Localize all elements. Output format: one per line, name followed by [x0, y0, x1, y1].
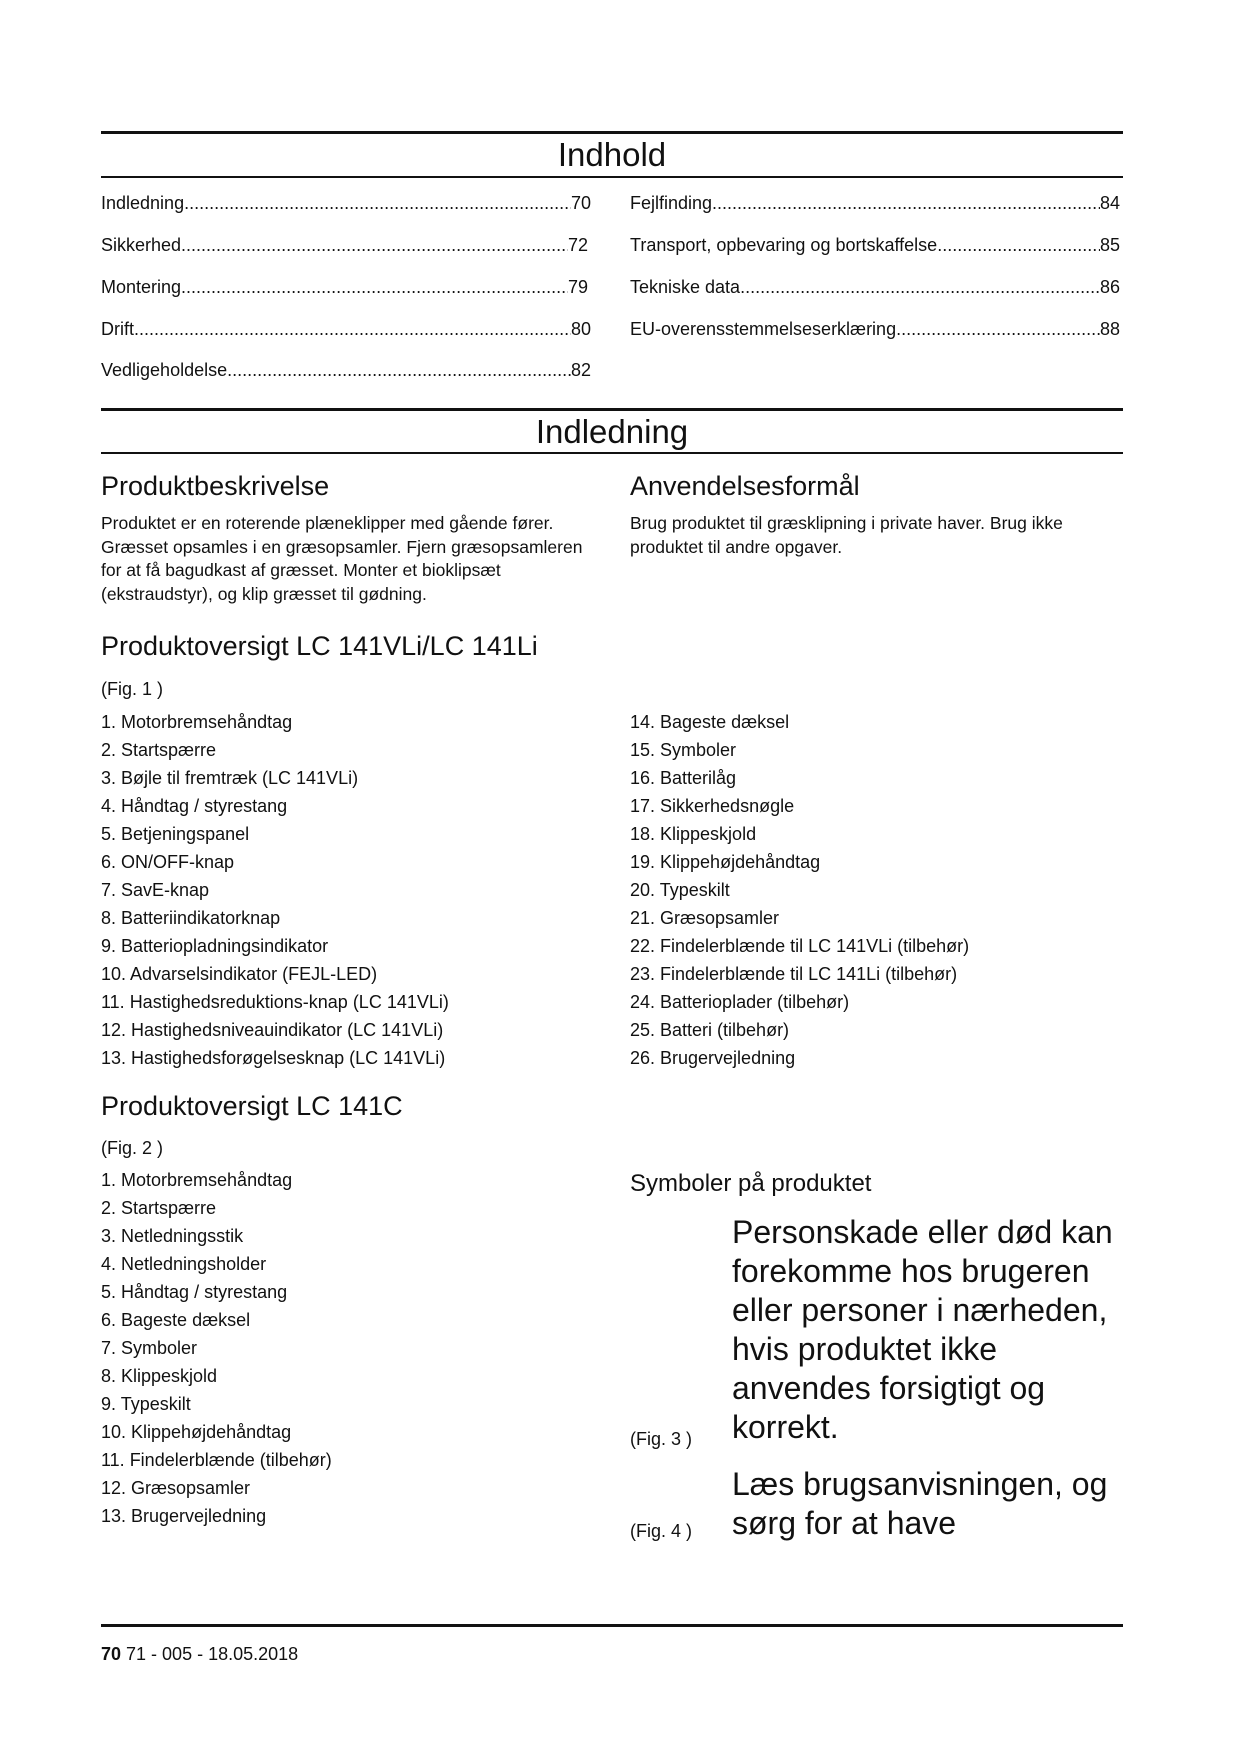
list-item: 8. Batteriindikatorknap [101, 908, 281, 928]
list-item: 16. Batterilåg [630, 768, 737, 788]
list-item: 10. Advarselsindikator (FEJL-LED) [101, 964, 378, 984]
list-item: 2. Startspærre [101, 740, 217, 760]
list-item: 9. Typeskilt [101, 1394, 191, 1414]
symbol-manual-text: Læs brugsanvisningen, og sørg for at have [732, 1466, 1108, 1541]
fig3-ref: (Fig. 3 ) [630, 1429, 693, 1449]
list-item: 19. Klippehøjdehåndtag [630, 852, 821, 872]
toc-entry-page: 72 [567, 235, 588, 255]
list-item: 6. ON/OFF-knap [101, 852, 235, 872]
toc-bottom-rule [101, 176, 1123, 178]
product-description-heading: Produktbeskrivelse [101, 471, 330, 501]
toc-entry-page: 82 [570, 360, 591, 380]
list-item: 3. Bøjle til fremtræk (LC 141VLi) [101, 768, 359, 788]
list-item: 26. Brugervejledning [630, 1048, 796, 1068]
list-item: 22. Findelerblænde til LC 141VLi (tilbehør) [630, 936, 970, 956]
list-item: 1. Motorbremsehåndtag [101, 1170, 293, 1190]
overview-li-heading: Produktoversigt LC 141VLi/LC 141Li [101, 631, 538, 661]
toc-entry-fejlfinding[interactable] [630, 192, 1120, 214]
toc-entry-eu-erklaering[interactable] [630, 318, 1120, 340]
list-item: 5. Betjeningspanel [101, 824, 250, 844]
toc-entry-drift[interactable] [101, 318, 591, 340]
toc-entry-page: 85 [1099, 235, 1120, 255]
list-item: 12. Græsopsamler [101, 1478, 251, 1498]
list-item: 11. Hastighedsreduktions-knap (LC 141VLi) [101, 992, 449, 1012]
toc-entry-indledning[interactable] [101, 192, 591, 214]
toc-entry-label: Montering [101, 277, 182, 297]
list-item: 5. Håndtag / styrestang [101, 1282, 288, 1302]
toc-entry-page: 88 [1099, 319, 1120, 339]
toc-entry-page: 80 [570, 319, 591, 339]
list-item: 7. SavE-knap [101, 880, 210, 900]
list-item: 18. Klippeskjold [630, 824, 757, 844]
toc-entry-label: Drift [101, 319, 134, 339]
list-item: 15. Symboler [630, 740, 737, 760]
toc-entry-sikkerhed[interactable] [101, 234, 588, 256]
toc-entry-tekniske-data[interactable] [630, 276, 1120, 298]
toc-entry-page: 86 [1099, 277, 1120, 297]
list-item: 2. Startspærre [101, 1198, 217, 1218]
list-item: 21. Græsopsamler [630, 908, 780, 928]
list-item: 11. Findelerblænde (tilbehør) [101, 1450, 332, 1470]
overview-c-fig-ref: (Fig. 2 ) [101, 1138, 164, 1158]
list-item: 14. Bageste dæksel [630, 712, 790, 732]
footer-rule [101, 1624, 1123, 1627]
symbol-warning-text: Personskade eller død kan forekomme hos brugeren eller personer i nærheden, hvis produktet ikke anvendes forsigtigt og korrekt. [732, 1214, 1113, 1445]
toc-title: Indhold [557, 136, 667, 173]
intended-use-heading: Anvendelsesformål [630, 471, 860, 501]
list-item: 12. Hastighedsniveauindikator (LC 141VLi) [101, 1020, 444, 1040]
toc-entry-label: Fejlfinding [630, 193, 713, 213]
overview-c-heading: Produktoversigt LC 141C [101, 1091, 403, 1121]
list-item: 1. Motorbremsehåndtag [101, 712, 293, 732]
list-item: 10. Klippehøjdehåndtag [101, 1422, 292, 1442]
list-item: 9. Batteriopladningsindikator [101, 936, 329, 956]
list-item: 20. Typeskilt [630, 880, 730, 900]
overview-c-list [101, 1169, 332, 1533]
symbols-heading: Symboler på produktet [630, 1170, 872, 1197]
overview-li-list-left [101, 711, 449, 1075]
toc-entry-page: 70 [570, 193, 591, 213]
list-item: 4. Netledningsholder [101, 1254, 267, 1274]
list-item: 13. Brugervejledning [101, 1506, 267, 1526]
fig4-ref: (Fig. 4 ) [630, 1521, 693, 1541]
intro-top-rule [101, 408, 1123, 411]
doc-info: 71 - 005 - 18.05.2018 [121, 1644, 299, 1664]
overview-li-list-right [630, 711, 969, 1075]
list-item: 17. Sikkerhedsnøgle [630, 796, 795, 816]
toc-entry-vedligeholdelse[interactable] [101, 359, 591, 381]
list-item: 7. Symboler [101, 1338, 198, 1358]
list-item: 3. Netledningsstik [101, 1226, 244, 1246]
overview-li-fig-ref: (Fig. 1 ) [101, 679, 164, 699]
product-description-text: Produktet er en roterende plæneklipper med gående fører. Græsset opsamles i en græsopsamler. Fjern græsopsamleren for at få bagudkast af græsset. Monter et bioklipsæt (ekstraudstyr), og klip græsset til gødning. [101, 513, 583, 604]
intro-bottom-rule [101, 452, 1123, 454]
footer [101, 1643, 298, 1665]
list-item: 13. Hastighedsforøgelsesknap (LC 141VLi) [101, 1048, 446, 1068]
toc-entry-page: 79 [567, 277, 588, 297]
toc-entry-transport[interactable] [630, 234, 1120, 256]
toc-entry-label: Sikkerhed [101, 235, 182, 255]
toc-entry-label: Vedligeholdelse [101, 360, 228, 380]
page-number: 70 [101, 1644, 122, 1664]
list-item: 25. Batteri (tilbehør) [630, 1020, 790, 1040]
toc-entry-label: Tekniske data [630, 277, 741, 297]
toc-entry-label: Indledning [101, 193, 185, 213]
list-item: 8. Klippeskjold [101, 1366, 218, 1386]
list-item: 4. Håndtag / styrestang [101, 796, 288, 816]
toc-entry-label: Transport, opbevaring og bortskaffelse [630, 235, 938, 255]
toc-entry-montering[interactable] [101, 276, 588, 298]
toc-top-rule [101, 131, 1123, 134]
list-item: 23. Findelerblænde til LC 141Li (tilbehør) [630, 964, 958, 984]
list-item: 24. Batterioplader (tilbehør) [630, 992, 850, 1012]
intended-use-text: Brug produktet til græsklipning i private haver. Brug ikke produktet til andre opgaver. [630, 513, 1063, 557]
intro-title: Indledning [535, 413, 689, 450]
list-item: 6. Bageste dæksel [101, 1310, 251, 1330]
toc-entry-label: EU-overensstemmelseserklæring [630, 319, 897, 339]
toc-entry-page: 84 [1099, 193, 1120, 213]
